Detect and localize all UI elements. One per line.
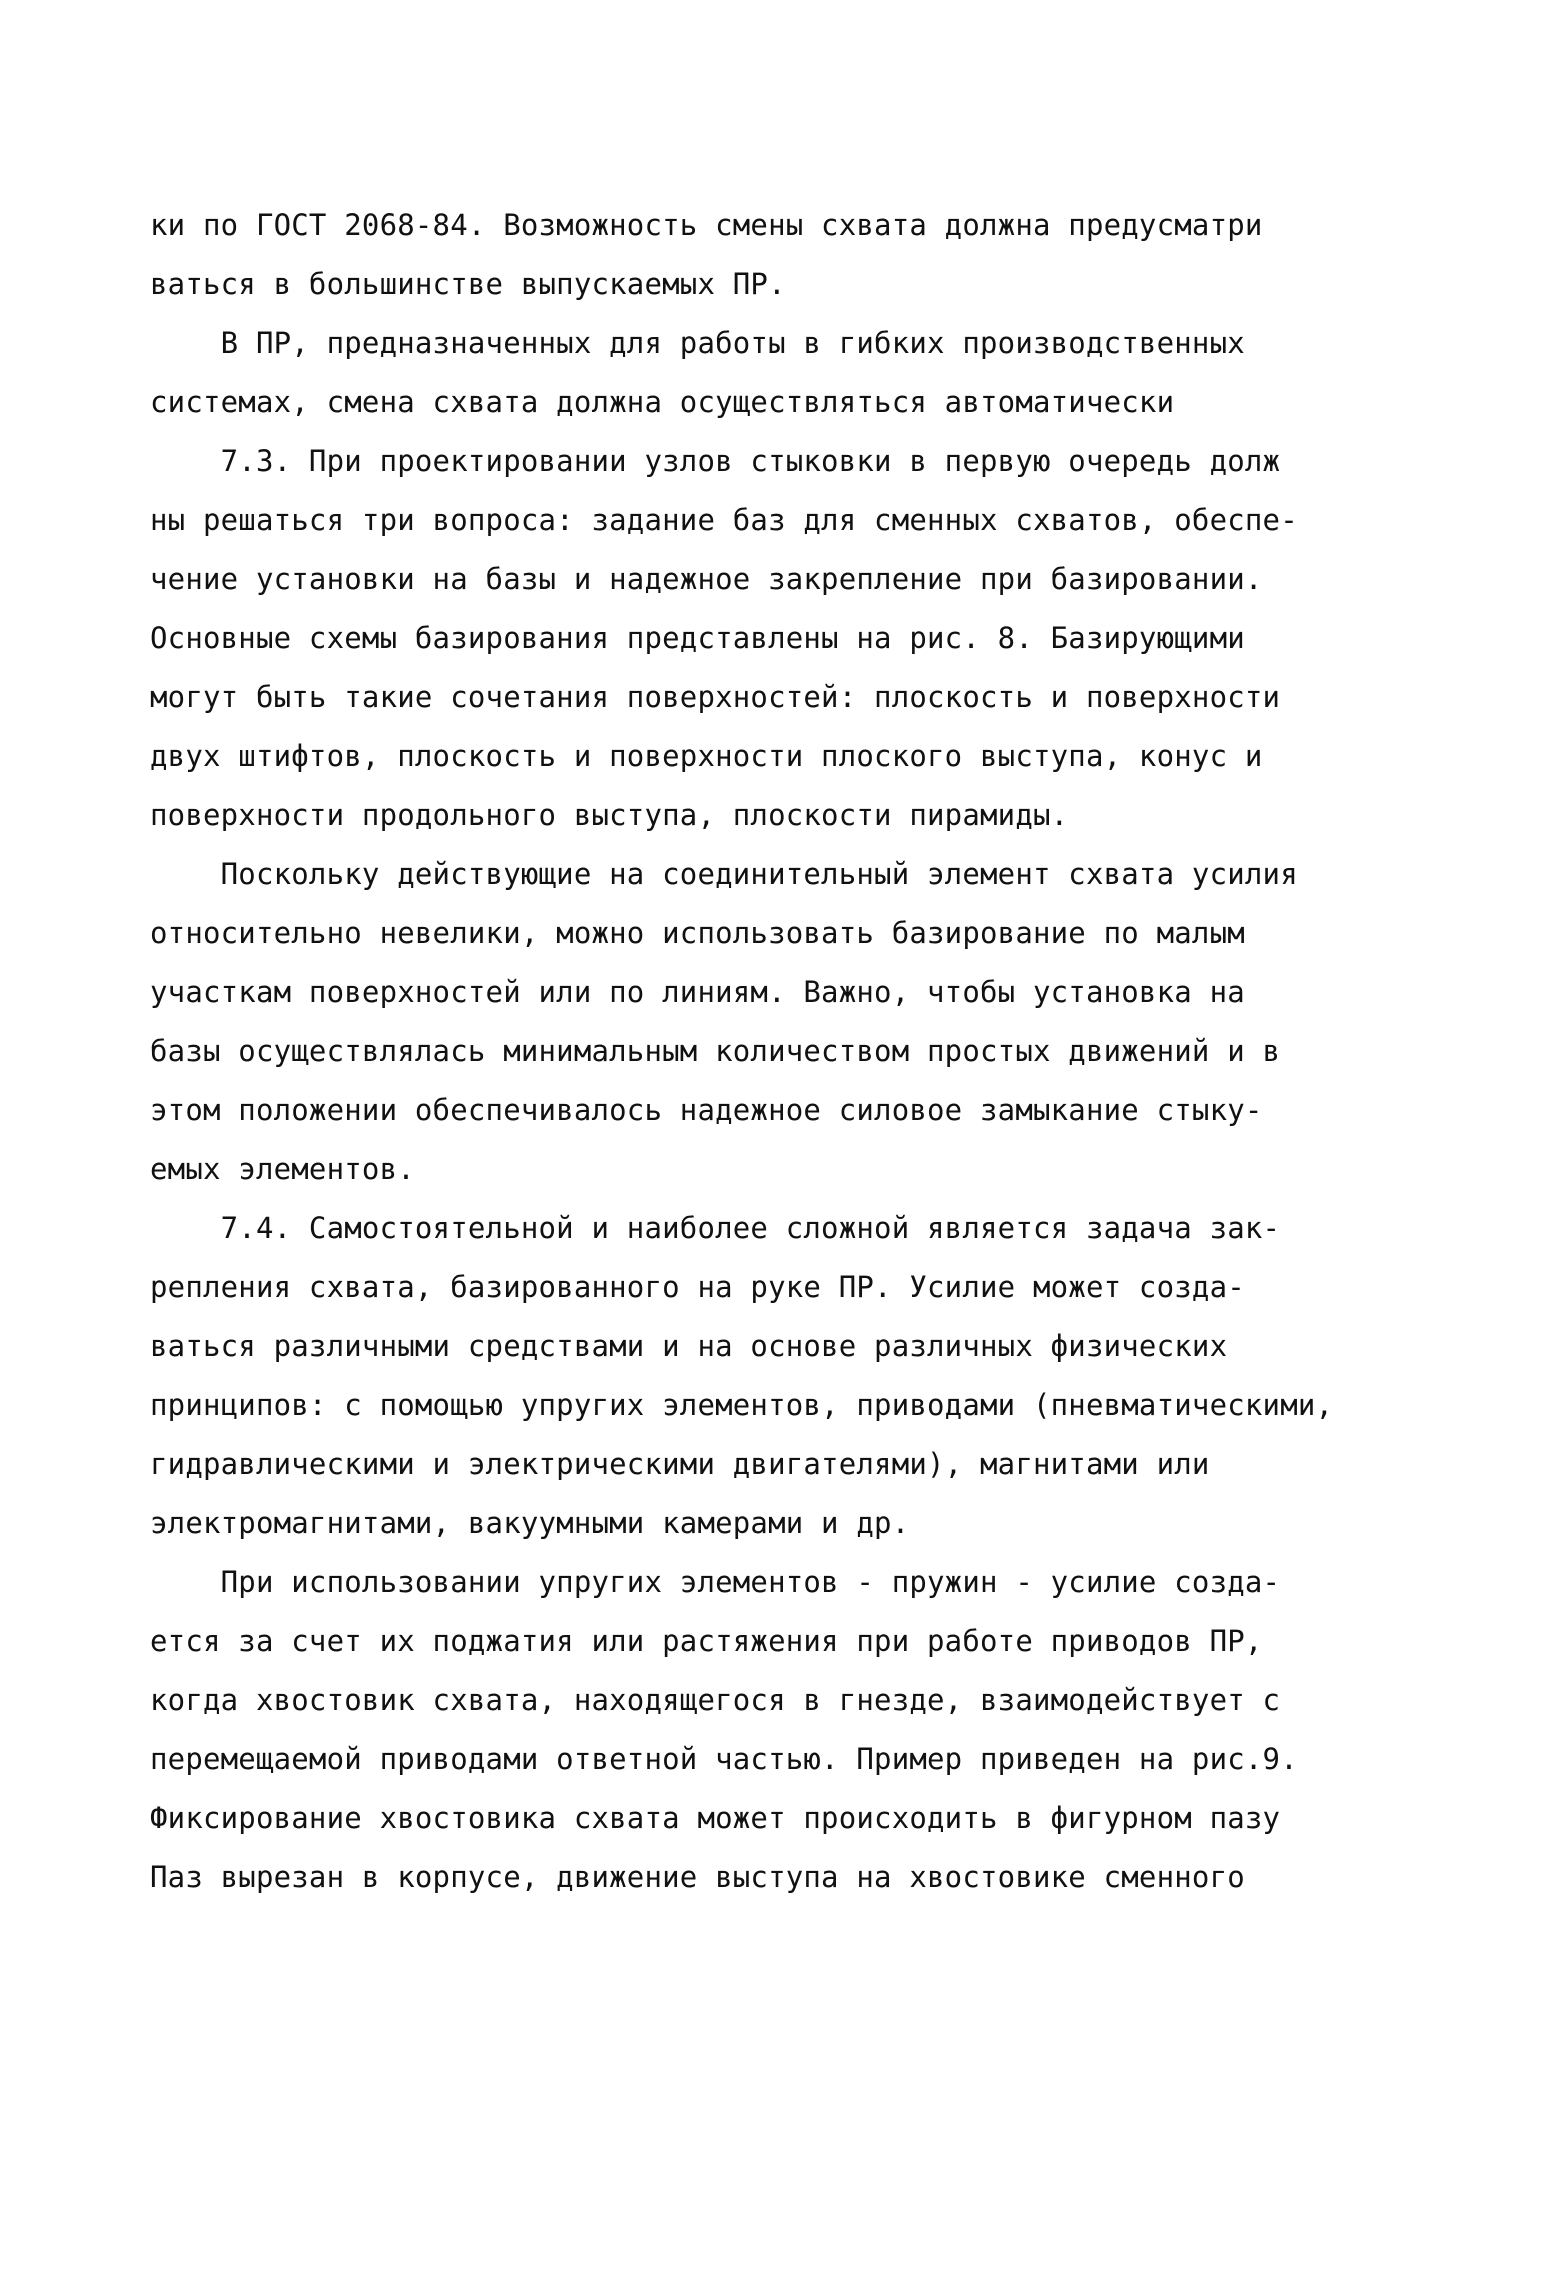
- document-body: [150, 196, 1334, 1907]
- text-line: могут быть такие сочетания поверхностей: плоскость и поверхности: [150, 680, 1281, 714]
- text-line: В ПР, предназначенных для работы в гибких производственных: [150, 326, 1245, 360]
- text-line: этом положении обеспечивалось надежное силовое замыкание стыку-: [150, 1093, 1263, 1127]
- text-line: перемещаемой приводами ответной частью. Пример приведен на рис.9.: [150, 1742, 1298, 1776]
- text-line: ваться в большинстве выпускаемых ПР.: [150, 267, 786, 301]
- text-line: репления схвата, базированного на руке ПР. Усилие может созда-: [150, 1270, 1245, 1304]
- text-line: чение установки на базы и надежное закрепление при базировании.: [150, 562, 1263, 596]
- text-line: ется за счет их поджатия или растяжения при работе приводов ПР,: [150, 1624, 1263, 1658]
- text-line: относительно невелики, можно использовать базирование по малым: [150, 916, 1245, 950]
- text-line: базы осуществлялась минимальным количеством простых движений и в: [150, 1034, 1281, 1068]
- text-line: При использовании упругих элементов - пружин - усилие созда-: [150, 1565, 1281, 1599]
- text-line: гидравлическими и электрическими двигателями), магнитами или: [150, 1447, 1210, 1481]
- text-line: Паз вырезан в корпусе, движение выступа на хвостовике сменного: [150, 1860, 1245, 1894]
- text-line: емых элементов.: [150, 1152, 415, 1186]
- text-line: когда хвостовик схвата, находящегося в гнезде, взаимодействует с: [150, 1683, 1281, 1717]
- text-line: Основные схемы базирования представлены на рис. 8. Базирующими: [150, 621, 1245, 655]
- text-line: двух штифтов, плоскость и поверхности плоского выступа, конус и: [150, 739, 1263, 773]
- text-line: Поскольку действующие на соединительный элемент схвата усилия: [150, 857, 1298, 891]
- text-line: 7.3. При проектировании узлов стыковки в первую очередь долж: [150, 444, 1281, 478]
- text-line: поверхности продольного выступа, плоскости пирамиды.: [150, 798, 1069, 832]
- text-line: участкам поверхностей или по линиям. Важно, чтобы установка на: [150, 975, 1245, 1009]
- text-line: системах, смена схвата должна осуществляться автоматически: [150, 385, 1175, 419]
- text-line: ны решаться три вопроса: задание баз для сменных схватов, обеспе-: [150, 503, 1298, 537]
- text-line: принципов: с помощью упругих элементов, приводами (пневматическими,: [150, 1388, 1334, 1422]
- text-line: ки по ГОСТ 2068-84. Возможность смены схвата должна предусматри: [150, 208, 1263, 242]
- text-line: электромагнитами, вакуумными камерами и др.: [150, 1506, 910, 1540]
- text-line: ваться различными средствами и на основе различных физических: [150, 1329, 1228, 1363]
- text-line: 7.4. Самостоятельной и наиболее сложной является задача зак-: [150, 1211, 1281, 1245]
- text-line: Фиксирование хвостовика схвата может происходить в фигурном пазу: [150, 1801, 1281, 1835]
